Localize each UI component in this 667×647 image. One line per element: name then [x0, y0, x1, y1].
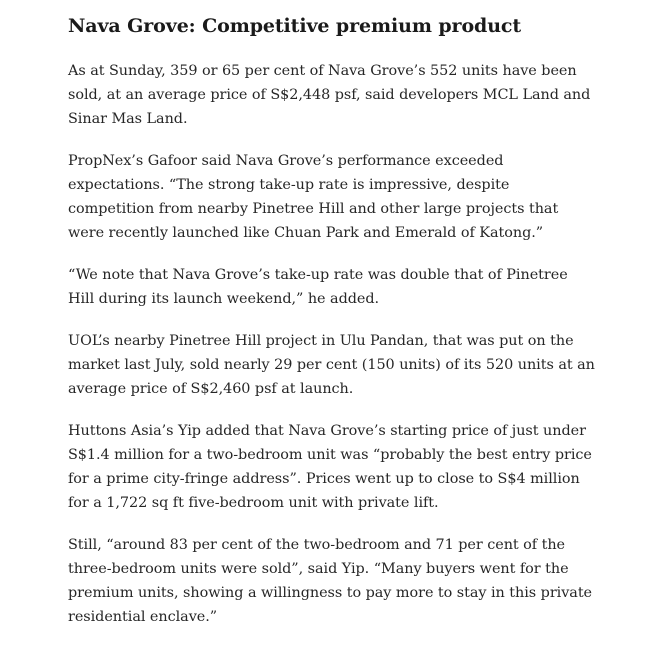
section-heading: Nava Grove: Competitive premium product: [68, 15, 522, 37]
paragraph-propnex-comment: PropNex’s Gafoor said Nava Grove’s performance exceeded expectations. “The strong take-up rate is impressive, despite competition from nearby Pinetree Hill and other large projects that were recently launched like Chuan Park and Emerald of Katong.”: [68, 153, 559, 241]
paragraph-pinetree-hill: UOL’s nearby Pinetree Hill project in Ulu Pandan, that was put on the market last July, sold nearly 29 per cent (150 units) of its 520 units at an average price of S$2,460 psf at launch.: [68, 333, 595, 397]
paragraph-huttons-pricing: Huttons Asia’s Yip added that Nava Grove’s starting price of just under S$1.4 million for a two-bedroom unit was “probably the best entry price for a prime city-fringe address”. Prices went up to close to S$4 million for a 1,722 sq ft five-bedroom unit with private lift.: [68, 423, 592, 511]
paragraph-units-sold: As at Sunday, 359 or 65 per cent of Nava Grove’s 552 units have been sold, at an average price of S$2,448 psf, said developers MCL Land and Sinar Mas Land.: [68, 63, 591, 127]
article-body: [68, 10, 598, 647]
paragraph-bedroom-sales: Still, “around 83 per cent of the two-bedroom and 71 per cent of the three-bedroom units were sold”, said Yip. “Many buyers went for the premium units, showing a willingness to pay more to stay in this private residential enclave.”: [68, 537, 593, 625]
paragraph-take-up-rate: “We note that Nava Grove’s take-up rate was double that of Pinetree Hill during its launch weekend,” he added.: [68, 267, 568, 307]
